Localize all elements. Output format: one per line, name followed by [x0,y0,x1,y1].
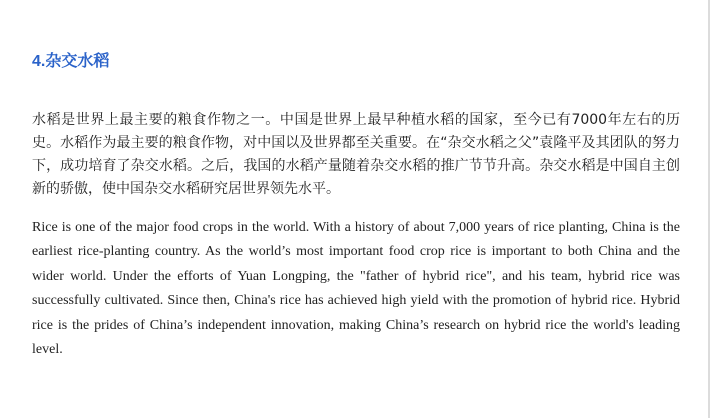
chinese-paragraph: 水稻是世界上最主要的粮食作物之一。中国是世界上最早种植水稻的国家，至今已有7000年左右的历史。水稻作为最主要的粮食作物，对中国以及世界都至关重要。在“杂交水稻之父”袁隆平及其团队的努力下，成功培育了杂交水稻。之后，我国的水稻产量随着杂交水稻的推广节节升高。杂交水稻是中国自主创新的骄傲，使中国杂交水稻研究居世界领先水平。 [32,112,680,197]
english-paragraph: Rice is one of the major food crops in the world. With a history of about 7,000 years of rice planting, China is the earliest rice-planting country. As the world’s most important food crop rice is important to both China and the wider world. Under the efforts of Yuan Longping, the "father of hybrid rice", and his team, hybrid rice was successfully cultivated. Since then, China's rice has achieved high yield with the promotion of hybrid rice. Hybrid rice is the prides of China’s independent innovation, making China’s research on hybrid rice the world's leading level. [32,220,680,358]
section-heading: 4.杂交水稻 [32,53,110,70]
